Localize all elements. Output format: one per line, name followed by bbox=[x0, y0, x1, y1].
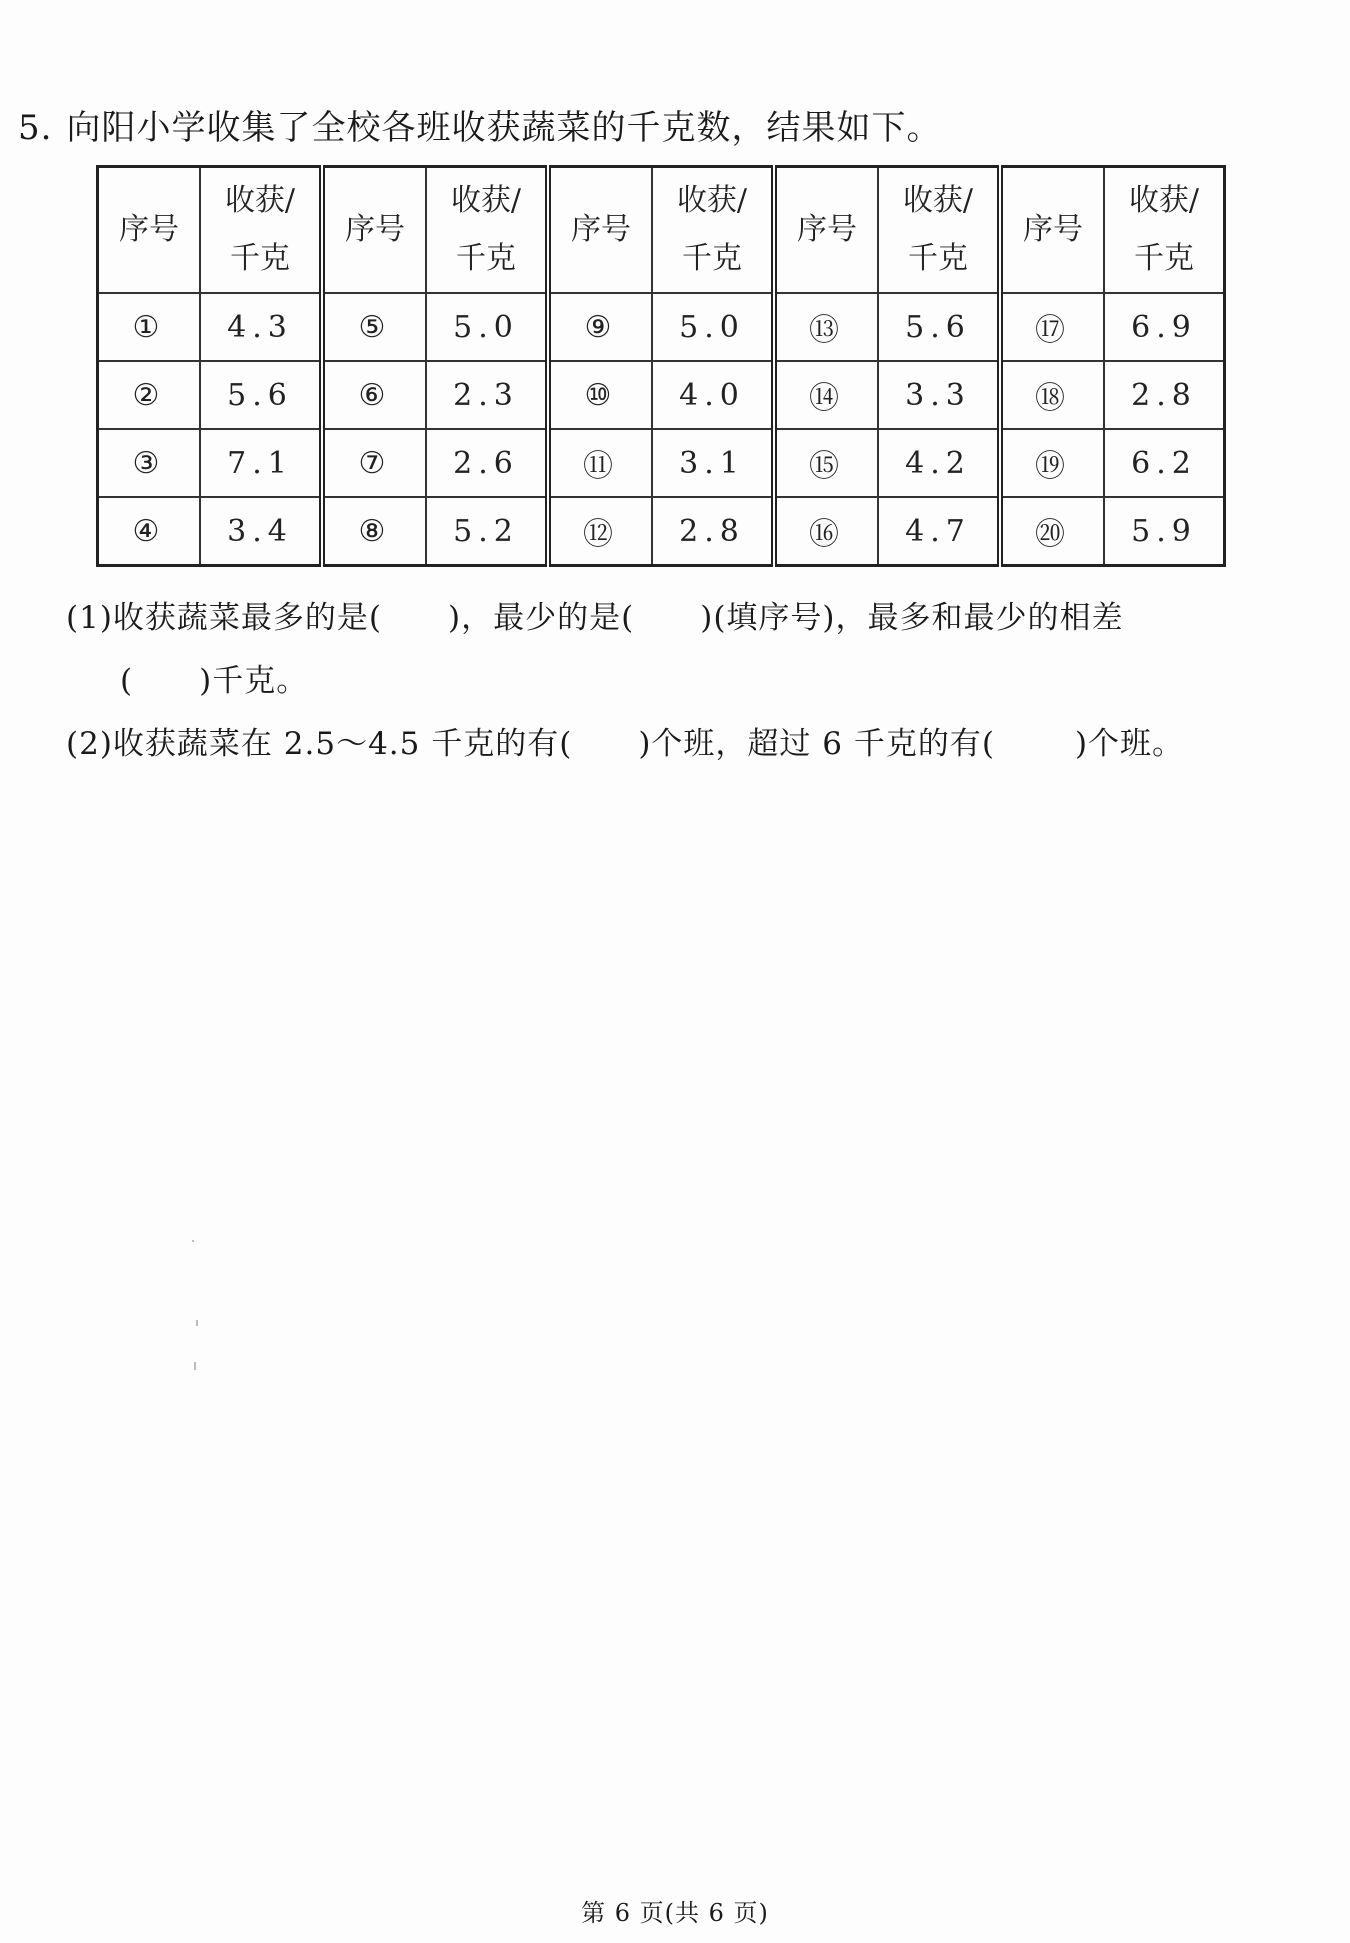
header-value-label: 收获/ bbox=[1128, 183, 1200, 218]
q1-text-b: )，最少的是( bbox=[448, 600, 635, 636]
harvest-value-cell: 4.0 bbox=[652, 361, 774, 429]
q2-text-c: )个班。 bbox=[1074, 726, 1185, 762]
header-value-label: 收获/ bbox=[450, 183, 522, 218]
harvest-value-cell: 2.6 bbox=[426, 429, 548, 497]
question-1-line-1 bbox=[66, 592, 1124, 637]
harvest-value-cell: 5.9 bbox=[1104, 497, 1225, 566]
class-index-cell: ③ bbox=[98, 429, 201, 497]
header-value-unit: 千克 bbox=[682, 241, 742, 276]
class-index-cell: ⑨ bbox=[548, 293, 652, 361]
harvest-value-cell: 4.3 bbox=[200, 293, 322, 361]
class-index-cell: ④ bbox=[98, 497, 201, 566]
harvest-value-cell: 3.3 bbox=[878, 361, 1000, 429]
q1-text-e: )千克。 bbox=[199, 663, 309, 699]
problem-statement bbox=[18, 100, 941, 149]
q1-text-d: ( bbox=[120, 663, 134, 699]
header-value-unit: 千克 bbox=[230, 241, 290, 276]
q1-text-c: )(填序号)，最多和最少的相差 bbox=[700, 600, 1124, 636]
harvest-value-cell: 6.2 bbox=[1104, 429, 1225, 497]
class-index-cell: ⑥ bbox=[322, 361, 426, 429]
table-row bbox=[98, 361, 1225, 429]
header-index-cell: 序号 bbox=[774, 167, 878, 294]
question-1-line-2 bbox=[120, 655, 308, 700]
page-footer: 第 6 页(共 6 页) bbox=[581, 1899, 769, 1927]
question-2 bbox=[66, 718, 1184, 763]
header-value-cell bbox=[200, 167, 322, 294]
harvest-value-cell: 7.1 bbox=[200, 429, 322, 497]
table-row bbox=[98, 429, 1225, 497]
header-value-cell bbox=[652, 167, 774, 294]
class-index-cell: ⑧ bbox=[322, 497, 426, 566]
header-value-label: 收获/ bbox=[676, 183, 748, 218]
harvest-value-cell: 3.1 bbox=[652, 429, 774, 497]
harvest-value-cell: 5.0 bbox=[426, 293, 548, 361]
header-value-cell bbox=[1104, 167, 1225, 294]
table-header-row bbox=[98, 167, 1225, 294]
scan-speck bbox=[196, 1320, 198, 1326]
header-value-unit: 千克 bbox=[1134, 241, 1194, 276]
harvest-table bbox=[96, 165, 1226, 567]
header-value-cell bbox=[426, 167, 548, 294]
header-index-cell: 序号 bbox=[548, 167, 652, 294]
class-index-cell: ⑫ bbox=[548, 497, 652, 566]
class-index-cell: ⑤ bbox=[322, 293, 426, 361]
header-index-cell: 序号 bbox=[1000, 167, 1104, 294]
class-index-cell: ⑪ bbox=[548, 429, 652, 497]
header-value-label: 收获/ bbox=[902, 183, 974, 218]
header-value-cell bbox=[878, 167, 1000, 294]
table-row bbox=[98, 497, 1225, 566]
header-index-cell: 序号 bbox=[98, 167, 201, 294]
class-index-cell: ⑬ bbox=[774, 293, 878, 361]
scan-speck bbox=[192, 1240, 194, 1242]
q2-text-b: )个班，超过 6 千克的有( bbox=[638, 726, 995, 762]
class-index-cell: ② bbox=[98, 361, 201, 429]
problem-number: 5. bbox=[18, 108, 53, 148]
harvest-value-cell: 5.6 bbox=[878, 293, 1000, 361]
class-index-cell: ⑩ bbox=[548, 361, 652, 429]
header-value-unit: 千克 bbox=[456, 241, 516, 276]
header-value-label: 收获/ bbox=[224, 183, 296, 218]
class-index-cell: ⑦ bbox=[322, 429, 426, 497]
class-index-cell: ⑭ bbox=[774, 361, 878, 429]
class-index-cell: ⑯ bbox=[774, 497, 878, 566]
harvest-value-cell: 5.6 bbox=[200, 361, 322, 429]
class-index-cell: ① bbox=[98, 293, 201, 361]
q2-text-a: (2)收获蔬菜在 2.5～4.5 千克的有( bbox=[66, 726, 573, 762]
table-row bbox=[98, 293, 1225, 361]
harvest-value-cell: 2.8 bbox=[652, 497, 774, 566]
harvest-value-cell: 4.7 bbox=[878, 497, 1000, 566]
class-index-cell: ⑰ bbox=[1000, 293, 1104, 361]
harvest-value-cell: 5.2 bbox=[426, 497, 548, 566]
harvest-value-cell: 2.8 bbox=[1104, 361, 1225, 429]
class-index-cell: ⑲ bbox=[1000, 429, 1104, 497]
problem-text: 向阳小学收集了全校各班收获蔬菜的千克数，结果如下。 bbox=[66, 108, 942, 148]
header-index-cell: 序号 bbox=[322, 167, 426, 294]
header-value-unit: 千克 bbox=[908, 241, 968, 276]
harvest-value-cell: 5.0 bbox=[652, 293, 774, 361]
scan-speck bbox=[194, 1362, 196, 1370]
harvest-value-cell: 2.3 bbox=[426, 361, 548, 429]
class-index-cell: ⑳ bbox=[1000, 497, 1104, 566]
harvest-value-cell: 3.4 bbox=[200, 497, 322, 566]
harvest-value-cell: 6.9 bbox=[1104, 293, 1225, 361]
q1-text-a: (1)收获蔬菜最多的是( bbox=[66, 600, 383, 636]
harvest-value-cell: 4.2 bbox=[878, 429, 1000, 497]
class-index-cell: ⑱ bbox=[1000, 361, 1104, 429]
class-index-cell: ⑮ bbox=[774, 429, 878, 497]
